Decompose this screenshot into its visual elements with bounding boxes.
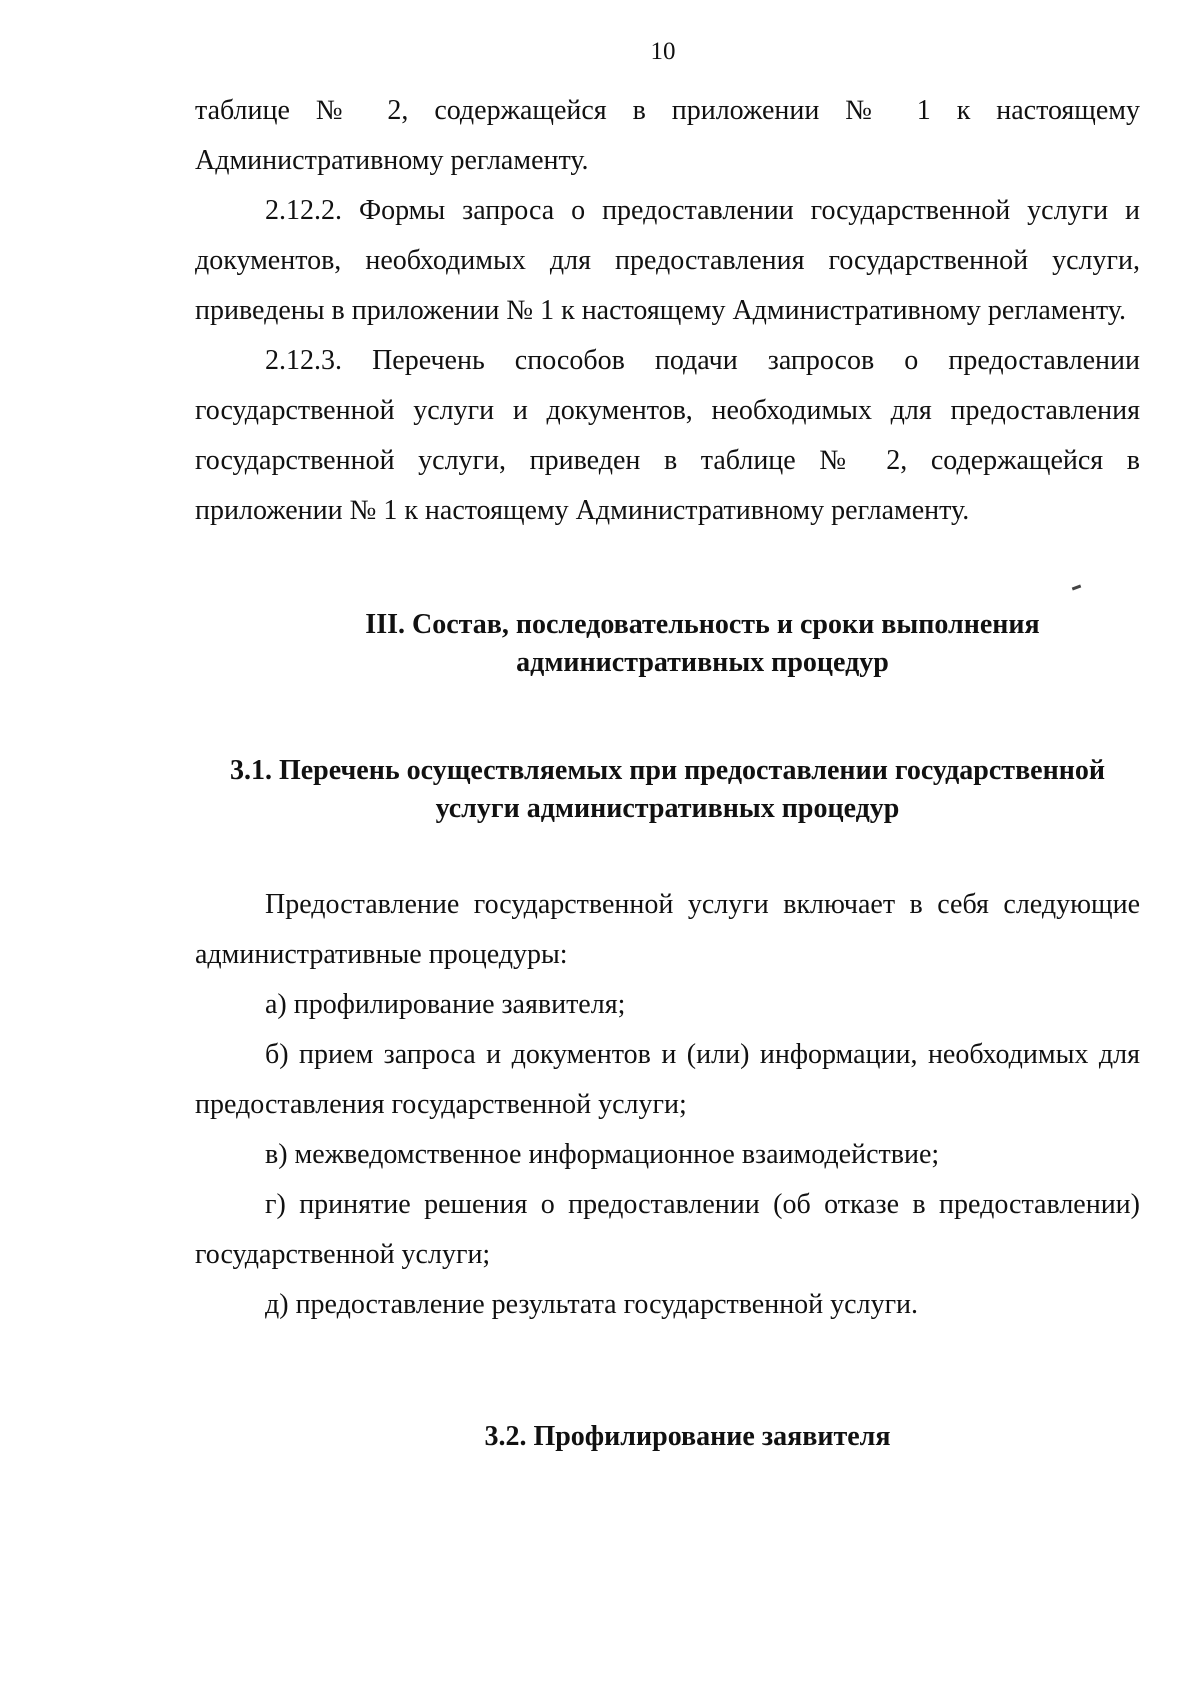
intro-paragraph: Предоставление государственной услуги включает в себя следующие административные процедуры: — [195, 889, 1140, 970]
section-heading-line2: административных процедур — [516, 647, 889, 678]
subsection-3-1-line1: 3.1. Перечень осуществляемых при предоставлении государственной — [229, 755, 1106, 786]
document-body — [195, 86, 1140, 1456]
procedure-item-d: д) предоставление результата государственной услуги. — [265, 1289, 919, 1320]
procedure-item-a: а) профилирование заявителя; — [265, 989, 626, 1020]
subsection-heading-3-2: 3.2. Профилирование заявителя — [484, 1421, 891, 1452]
paragraph-continuation: таблице № 2, содержащейся в приложении № 1 к настоящему Административному регламенту. — [195, 95, 1140, 176]
procedure-item-b: б) прием запроса и документов и (или) информации, необходимых для предоставления государственной услуги; — [195, 1039, 1140, 1120]
section-heading-iii — [195, 606, 1140, 682]
section-heading-line1: III. Состав, последовательность и сроки выполнения — [365, 609, 1040, 640]
paragraph-2-12-3: 2.12.3. Перечень способов подачи запросов о предоставлении государственной услуги и документов, необходимых для предоставления государственной услуги, приведен в таблице № 2, содержащейся в приложении № 1 к настоящему Административному регламенту. — [195, 345, 1140, 526]
page-number: 10 — [650, 38, 676, 65]
procedure-item-g: г) принятие решения о предоставлении (об отказе в предоставлении) государственной услуги; — [195, 1189, 1140, 1270]
subsection-heading-3-1 — [195, 752, 1140, 828]
procedure-item-v: в) межведомственное информационное взаимодействие; — [265, 1139, 940, 1170]
subsection-3-1-line2: услуги административных процедур — [435, 793, 900, 824]
paragraph-2-12-2: 2.12.2. Формы запроса о предоставлении государственной услуги и документов, необходимых для предоставления государственной услуги, приведены в приложении № 1 к настоящему Административному регламенту. — [195, 195, 1140, 326]
